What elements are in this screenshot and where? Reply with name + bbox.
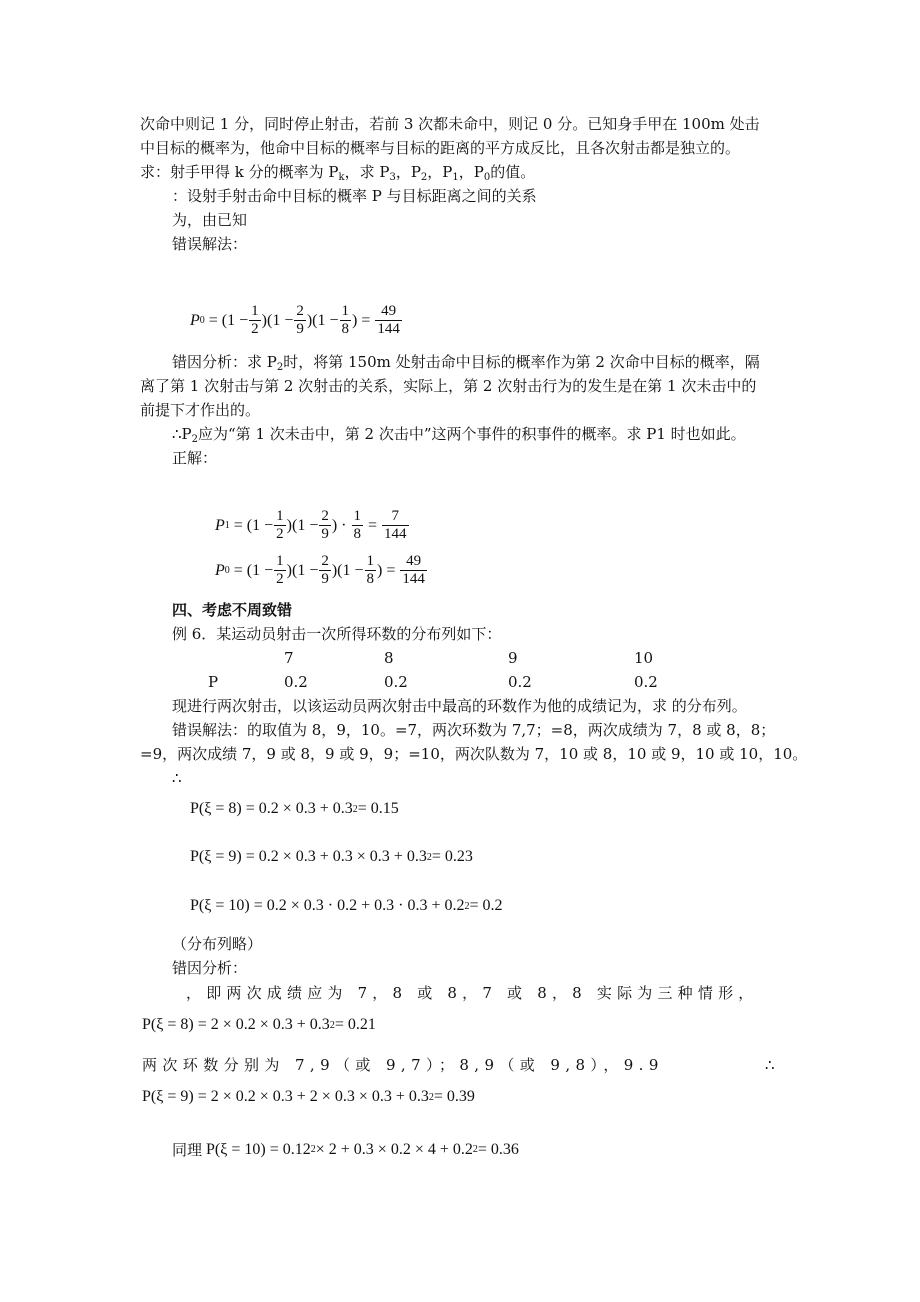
text-line-1: 次命中则记 1 分，同时停止射击，若前 3 次都未命中，则记 0 分。已知身手甲在 100m 处击 xyxy=(140,115,760,133)
therefore-symbol: ∴ xyxy=(172,769,182,787)
table-header-cell: 10 xyxy=(634,649,654,667)
error-analysis-label: 错因分析： xyxy=(172,959,248,977)
text-line-4: ：设射手射击命中目标的概率 P 与目标距离之间的关系 xyxy=(172,187,537,205)
equation-p1-correct: P 1 = (1 − $\frac{1}{2}$ )(1 − $\frac{2}{9}$ ) · $\frac{1}{8}$ = $\frac{7}{144}$ xyxy=(215,508,407,542)
table-header-cell: 9 xyxy=(508,649,518,667)
equation-p0-correct: P 0 = (1 − $\frac{1}{2}$ )(1 − $\frac{2}{9}$ )(1 − $\frac{1}{8}$ ) = $\frac{49}{144}$ xyxy=(215,553,425,587)
table-cell: 0.2 xyxy=(634,673,658,691)
table-cell: 0.2 xyxy=(508,673,532,691)
correct-solution-label: 正解： xyxy=(172,449,218,467)
equation-correct-p8: P(ξ = 8) = 2 × 0.2 × 0.3 + 0.3 2 = 0.21 xyxy=(142,1016,376,1033)
error-analysis-line-1: 错因分析：求 $P_2$时，将第 150m 处射击命中目标的概率作为第 2 次命中目标的概率，隔 xyxy=(172,353,760,373)
equation-p0-wrong: P 0 = (1 − $\frac{1}{2}$ )(1 − $\frac{2}{9}$ )(1 − $\frac{1}{8}$ ) = $\frac{49}{144}$ xyxy=(190,303,400,337)
equation-correct-p10: 同理 P(ξ = 10) = 0.12 2 × 2 + 0.3 × 0.2 × 4 + 0.2 2 = 0.36 xyxy=(172,1140,519,1159)
example-6-title: 例 6．某运动员射击一次所得环数的分布列如下： xyxy=(172,625,502,643)
equation-wrong-p8: P(ξ = 8) = 0.2 × 0.3 + 0.3 2 = 0.15 xyxy=(190,800,399,817)
error-analysis-line-3: 前提下才作出的。 xyxy=(140,401,261,419)
text-line-15: =9，两次成绩 7，9 或 8，9 或 9，9；=10，两次队数为 7，10 或 8，10 或 9，10 或 10，10。 xyxy=(140,745,808,763)
table-header-cell: 7 xyxy=(284,649,294,667)
text-line-18: ，即两次成绩应为 7，8 或 8，7 或 8，8 实际为三种情形， xyxy=(186,984,759,1002)
wrong-solution-label: 错误解法： xyxy=(172,235,248,253)
table-cell: 0.2 xyxy=(284,673,308,691)
table-cell: 0.2 xyxy=(384,673,408,691)
text-line-13: 现进行两次射击，以该运动员两次射击中最高的环数作为他的成绩记为，求 的分布列。 xyxy=(172,697,747,715)
text-line-2: 中目标的概率为，他命中目标的概率与目标的距离的平方成反比，且各次射击都是独立的。 xyxy=(140,139,741,157)
text-line-3: 求：射手甲得 k 分的概率为 $P_k$，求 $P_3$，$P_2$，$P_1$，$P_0$的值。 xyxy=(140,163,536,183)
error-analysis-line-2: 离了第 1 次射击与第 2 次射击的关系，实际上，第 2 次射击行为的发生是在第 1 次未击中的 xyxy=(140,377,757,395)
equation-wrong-p9: P(ξ = 9) = 0.2 × 0.3 + 0.3 × 0.3 + 0.3 2 = 0.23 xyxy=(190,848,473,865)
distribution-omitted-note: （分布列略） xyxy=(172,935,263,953)
therefore-symbol-2: ∴ xyxy=(765,1056,775,1074)
text-line-5: 为，由已知 xyxy=(172,211,248,229)
table-row-label: P xyxy=(208,673,219,691)
equation-correct-p9: P(ξ = 9) = 2 × 0.2 × 0.3 + 2 × 0.3 × 0.3 + 0.3 2 = 0.39 xyxy=(142,1088,475,1105)
text-line-14: 错误解法：的取值为 8，9，10。=7，两次环数为 7,7；=8，两次成绩为 7，8 或 8，8； xyxy=(172,721,776,739)
section-heading-4: 四、考虑不周致错 xyxy=(172,601,293,619)
text-line-19: 两次环数分别为 7,9（或 9,7）；8,9（或 9,8），9.9 xyxy=(142,1056,664,1074)
equation-wrong-p10: P(ξ = 10) = 0.2 × 0.3 · 0.2 + 0.3 · 0.3 + 0.2 2 = 0.2 xyxy=(190,897,503,914)
error-analysis-line-4: $\therefore P_2$应为“第 1 次未击中，第 2 次击中”这两个事件的积事件的概率。求 P1 时也如此。 xyxy=(172,425,746,445)
table-header-cell: 8 xyxy=(384,649,394,667)
